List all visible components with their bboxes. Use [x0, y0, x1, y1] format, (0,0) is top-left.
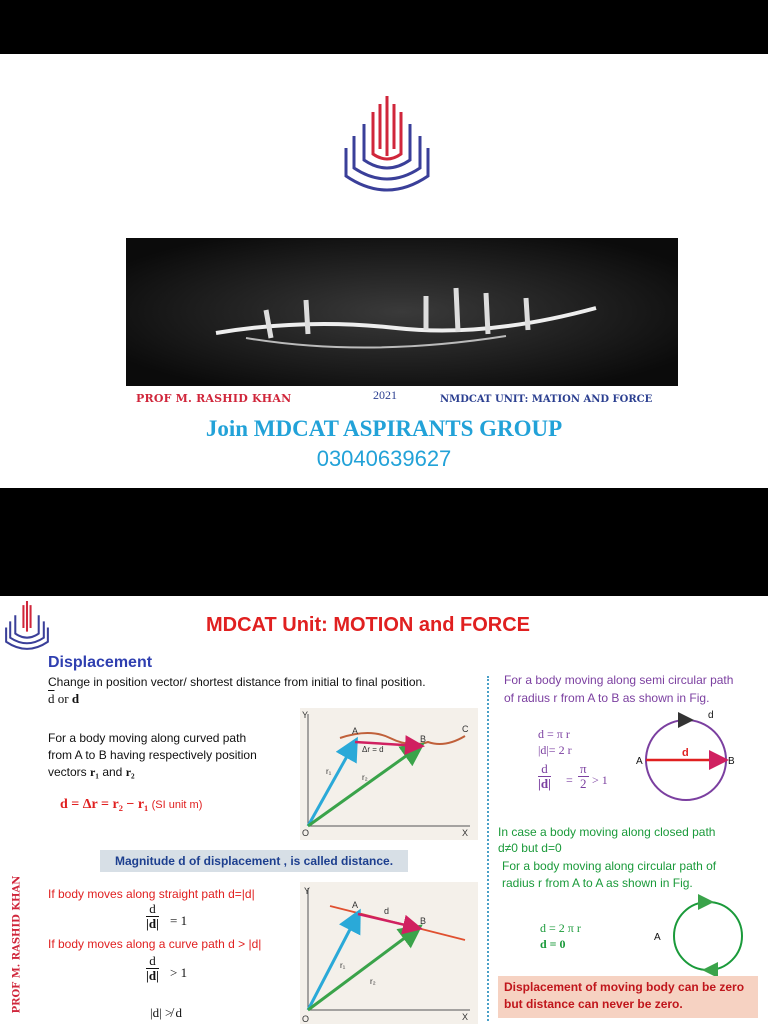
- semi-circle-figure: [634, 704, 738, 804]
- semi-frac-den: |d|: [538, 776, 551, 791]
- curve-path-text: If body moves along a curve path d > |d|: [48, 937, 262, 951]
- semi-frac-eq: =: [566, 773, 573, 787]
- straight-path-text: If body moves along straight path d=|d|: [48, 887, 255, 901]
- fig1-o-label: O: [302, 828, 310, 838]
- fig2-o-label: O: [302, 1014, 310, 1024]
- fig1-y-label: Y: [302, 710, 309, 720]
- fig2-y-label: Y: [304, 886, 311, 896]
- fig2-b-label: B: [420, 916, 427, 926]
- fraction-2-numerator: d: [146, 954, 159, 969]
- fig1-b-label: B: [420, 734, 427, 744]
- phone-number: 03040639627: [316, 446, 452, 471]
- unit-label: NMDCAT UNIT: MATION AND FORCE: [440, 394, 653, 405]
- full-circle-figure: [652, 894, 748, 976]
- slide-title: MDCAT Unit: MOTION and FORCE: [205, 614, 531, 636]
- fraction-2: [146, 954, 159, 983]
- pi-den: 2: [580, 776, 587, 791]
- r1-symbol: r₁: [90, 765, 99, 779]
- displacement-formula-line: [60, 796, 202, 815]
- vector-d: $\overline{d}$: [48, 691, 55, 706]
- year-label: 2021: [373, 388, 397, 402]
- curved-path-figure: [300, 708, 478, 840]
- fraction-2-denominator: |d|: [146, 968, 159, 983]
- curved-path-text-3: [48, 764, 135, 780]
- fig1-r2-label: r₂: [362, 773, 368, 782]
- institute-logo-icon: [342, 94, 432, 204]
- semi-circle-text-1: For a body moving along semi circular path: [504, 673, 734, 687]
- circle2-a-label: A: [654, 932, 661, 943]
- fig1-c-label: C: [462, 724, 469, 734]
- author-vertical-text: PROF M. RASHID KHAN: [11, 875, 23, 1014]
- semi-gt: > 1: [592, 773, 608, 787]
- circular-path-text-2: radius r from A to A as shown in Fig.: [502, 876, 693, 890]
- circ-eq-2: d = 0: [540, 937, 566, 951]
- join-group-text: Join MDCAT ASPIRANTS GROUP: [205, 416, 563, 441]
- semi-eq-2: |d|= 2 r: [538, 743, 572, 757]
- semi-circle-text-2: of radius r from A to B as shown in Fig.: [504, 691, 710, 705]
- fig2-r1-label: r₁: [340, 961, 346, 970]
- not-greater-relation: |d| ≯ d: [150, 1005, 183, 1020]
- curved-path-text-2: from A to B having respectively position: [48, 748, 257, 762]
- fig1-r1-label: r₁: [326, 767, 332, 776]
- notation-or: or: [57, 691, 69, 706]
- pi-fraction: [578, 762, 589, 791]
- fig1-a-label: A: [352, 726, 359, 736]
- fig2-x-label: X: [462, 1012, 469, 1022]
- closed-path-text-1: In case a body moving along closed path: [498, 825, 716, 839]
- fraction-1-numerator: d: [146, 902, 159, 917]
- si-unit: (SI unit m): [151, 799, 203, 811]
- fraction-1-denominator: |d|: [146, 916, 159, 931]
- fraction-2-rhs: > 1: [170, 965, 188, 980]
- fig2-d-label: d: [384, 906, 390, 916]
- semi-frac-num: d: [538, 762, 551, 777]
- author-name: PROF M. RASHID KHAN: [136, 392, 292, 405]
- circle1-a-label: A: [636, 756, 643, 767]
- section-heading: Displacement: [48, 654, 153, 671]
- fraction-1: [146, 902, 159, 931]
- closed-path-text-2: d≠0 but d=0: [498, 841, 562, 855]
- zero-displacement-note: [498, 976, 758, 1018]
- notation-line: [48, 690, 79, 708]
- and-word: and: [102, 765, 123, 779]
- bismillah-calligraphy-banner: [126, 238, 678, 386]
- fig2-r2-label: r₂: [370, 977, 376, 986]
- circle1-b-label: B: [728, 756, 735, 767]
- straight-path-figure: [300, 882, 478, 1024]
- note-line-2: but distance can never be zero.: [504, 996, 683, 1011]
- fraction-1-rhs: = 1: [170, 913, 188, 928]
- pi-num: π: [580, 761, 587, 776]
- circular-path-text-1: For a body moving along circular path of: [502, 859, 717, 873]
- circle1-arc-d-label: d: [708, 710, 714, 721]
- r2-symbol: r₂: [125, 765, 135, 779]
- fig1-x-label: X: [462, 828, 469, 838]
- magnitude-note: Magnitude d of displacement , is called distance.: [100, 850, 408, 872]
- author-vertical-label: [2, 874, 23, 1024]
- vectors-word: vectors: [48, 765, 87, 779]
- circle1-chord-d-label: d: [682, 747, 689, 759]
- definition-text: Change in position vector/ shortest distance from initial to final position.: [48, 675, 426, 689]
- bold-d: d: [71, 691, 80, 706]
- circ-eq-1: d = 2 π r: [540, 921, 581, 935]
- displacement-slide: [0, 596, 768, 1024]
- title-slide: [0, 54, 768, 488]
- fig2-a-label: A: [352, 900, 359, 910]
- fig1-dr-label: Δr = d: [362, 745, 384, 754]
- semi-eq-1: d = π r: [538, 727, 570, 741]
- semi-fraction: [538, 762, 551, 791]
- displacement-formula: d = Δr = r₂ − r₁: [60, 797, 149, 812]
- note-line-1: Displacement of moving body can be zero: [504, 980, 745, 994]
- curved-path-text-1: For a body moving along curved path: [48, 731, 247, 745]
- column-divider: [487, 676, 489, 1021]
